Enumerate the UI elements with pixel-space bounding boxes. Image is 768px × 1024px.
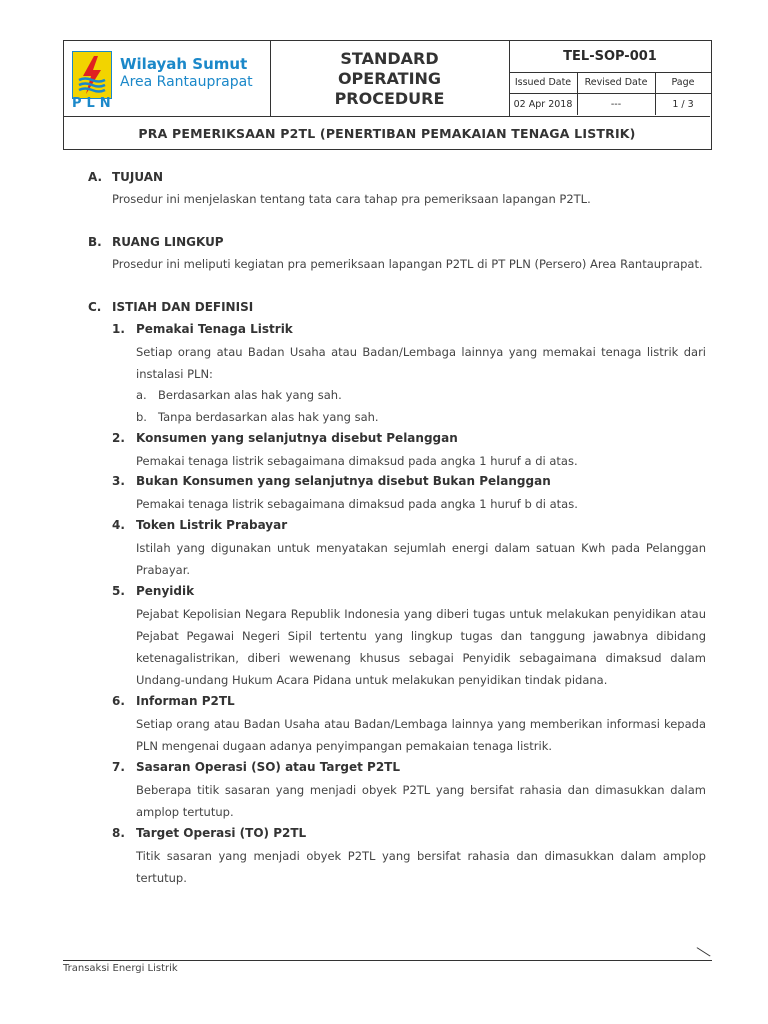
revised-date-value: --- xyxy=(577,93,656,115)
definition-body: Setiap orang atau Badan Usaha atau Badan/Lembaga lainnya yang memakai tenaga listrik dari instalasi PLN: xyxy=(136,345,706,381)
definition-body: Pejabat Kepolisian Negara Republik Indonesia yang diberi tugas untuk melakukan penyidikan atau Pejabat Pegawai Negeri Sipil tertentu yang lingkup tugas dan tanggung jawabnya dibidang ketenagalistrikan, diberi wewenang khusus sebagai Penyidik sebagaimana dimaksud dalam Undang-undang Hukum Acara Pidana untuk melakukan penyidikan tindak pidana. xyxy=(136,607,706,687)
definition-body: Istilah yang digunakan untuk menyatakan sejumlah energi dalam satuan Kwh pada Pelanggan Prabayar. xyxy=(136,541,706,577)
definition-number: 1. xyxy=(112,322,125,336)
definition-title: Target Operasi (TO) P2TL xyxy=(136,826,307,840)
section-letter: B. xyxy=(88,235,102,249)
footer-text: Transaksi Energi Listrik xyxy=(63,963,178,974)
section-letter: C. xyxy=(88,300,102,314)
logo-cell xyxy=(64,41,271,116)
section-a-body: Prosedur ini menjelaskan tentang tata cara tahap pra pemeriksaan lapangan P2TL. xyxy=(112,192,591,206)
logo-text: PLN xyxy=(72,96,116,111)
definition-heading xyxy=(112,826,306,840)
definition-heading xyxy=(112,474,551,488)
definition-number: 5. xyxy=(112,584,125,598)
section-title: TUJUAN xyxy=(112,170,164,184)
section-a-heading xyxy=(88,170,163,184)
issued-date-value: 02 Apr 2018 xyxy=(509,93,578,115)
definition-number: 7. xyxy=(112,760,125,774)
definition-title: Bukan Konsumen yang selanjutnya disebut Bukan Pelanggan xyxy=(136,474,551,488)
definition-body: Titik sasaran yang menjadi obyek P2TL yang bersifat rahasia dan dimasukkan dalam amplop tertutup. xyxy=(136,849,706,885)
sub-item-letter: b. xyxy=(136,410,147,424)
definition-heading xyxy=(112,694,235,708)
pln-logo-icon xyxy=(72,51,112,99)
section-title: ISTIAH DAN DEFINISI xyxy=(112,300,254,314)
definition-heading xyxy=(112,518,287,532)
org-name: Wilayah Sumut xyxy=(120,55,248,73)
definition-body: Setiap orang atau Badan Usaha atau Badan/Lembaga lainnya yang memberikan informasi kepada PLN mengenai dugaan adanya penyimpangan pemakaian tenaga listrik. xyxy=(136,717,706,753)
section-title: RUANG LINGKUP xyxy=(112,235,224,249)
document-title: STANDARD OPERATING PROCEDURE xyxy=(334,48,445,108)
doc-code: TEL-SOP-001 xyxy=(509,41,711,73)
info-cell xyxy=(509,41,711,116)
definition-number: 6. xyxy=(112,694,125,708)
title-cell xyxy=(270,41,510,116)
issued-date-label: Issued Date xyxy=(509,72,578,94)
definition-title: Sasaran Operasi (SO) atau Target P2TL xyxy=(136,760,401,774)
definition-heading xyxy=(112,322,293,336)
document-subject: PRA PEMERIKSAAN P2TL (PENERTIBAN PEMAKAIAN TENAGA LISTRIK) xyxy=(64,116,710,150)
definition-sub-item xyxy=(136,388,342,402)
section-b-heading xyxy=(88,235,224,249)
definition-sub-item xyxy=(136,410,379,424)
definition-body: Beberapa titik sasaran yang menjadi obyek P2TL yang bersifat rahasia dan dimasukkan dalam amplop tertutup. xyxy=(136,783,706,819)
definition-heading xyxy=(112,584,194,598)
definition-body: Pemakai tenaga listrik sebagaimana dimaksud pada angka 1 huruf b di atas. xyxy=(136,497,578,511)
sub-item-letter: a. xyxy=(136,388,147,402)
revised-date-label: Revised Date xyxy=(577,72,656,94)
definition-heading xyxy=(112,760,400,774)
definition-number: 3. xyxy=(112,474,125,488)
pen-mark-icon: ╲ xyxy=(696,944,711,960)
org-area: Area Rantauprapat xyxy=(120,74,253,90)
document-header xyxy=(63,40,712,150)
definition-body: Pemakai tenaga listrik sebagaimana dimaksud pada angka 1 huruf a di atas. xyxy=(136,454,578,468)
footer-divider xyxy=(63,960,712,961)
definition-heading xyxy=(112,431,458,445)
sub-item-text: Tanpa berdasarkan alas hak yang sah. xyxy=(158,410,379,424)
sub-item-text: Berdasarkan alas hak yang sah. xyxy=(158,388,342,402)
definition-title: Informan P2TL xyxy=(136,694,235,708)
definition-number: 8. xyxy=(112,826,125,840)
page-value: 1 / 3 xyxy=(672,98,694,110)
section-c-heading xyxy=(88,300,253,314)
definition-title: Pemakai Tenaga Listrik xyxy=(136,322,293,336)
page-label: Page xyxy=(655,72,711,94)
definition-number: 4. xyxy=(112,518,125,532)
section-b-body: Prosedur ini meliputi kegiatan pra pemeriksaan lapangan P2TL di PT PLN (Persero) Area Rantauprapat. xyxy=(112,257,703,271)
definition-title: Konsumen yang selanjutnya disebut Pelanggan xyxy=(136,431,458,445)
definition-title: Token Listrik Prabayar xyxy=(136,518,288,532)
definition-number: 2. xyxy=(112,431,125,445)
section-letter: A. xyxy=(88,170,103,184)
definition-title: Penyidik xyxy=(136,584,195,598)
